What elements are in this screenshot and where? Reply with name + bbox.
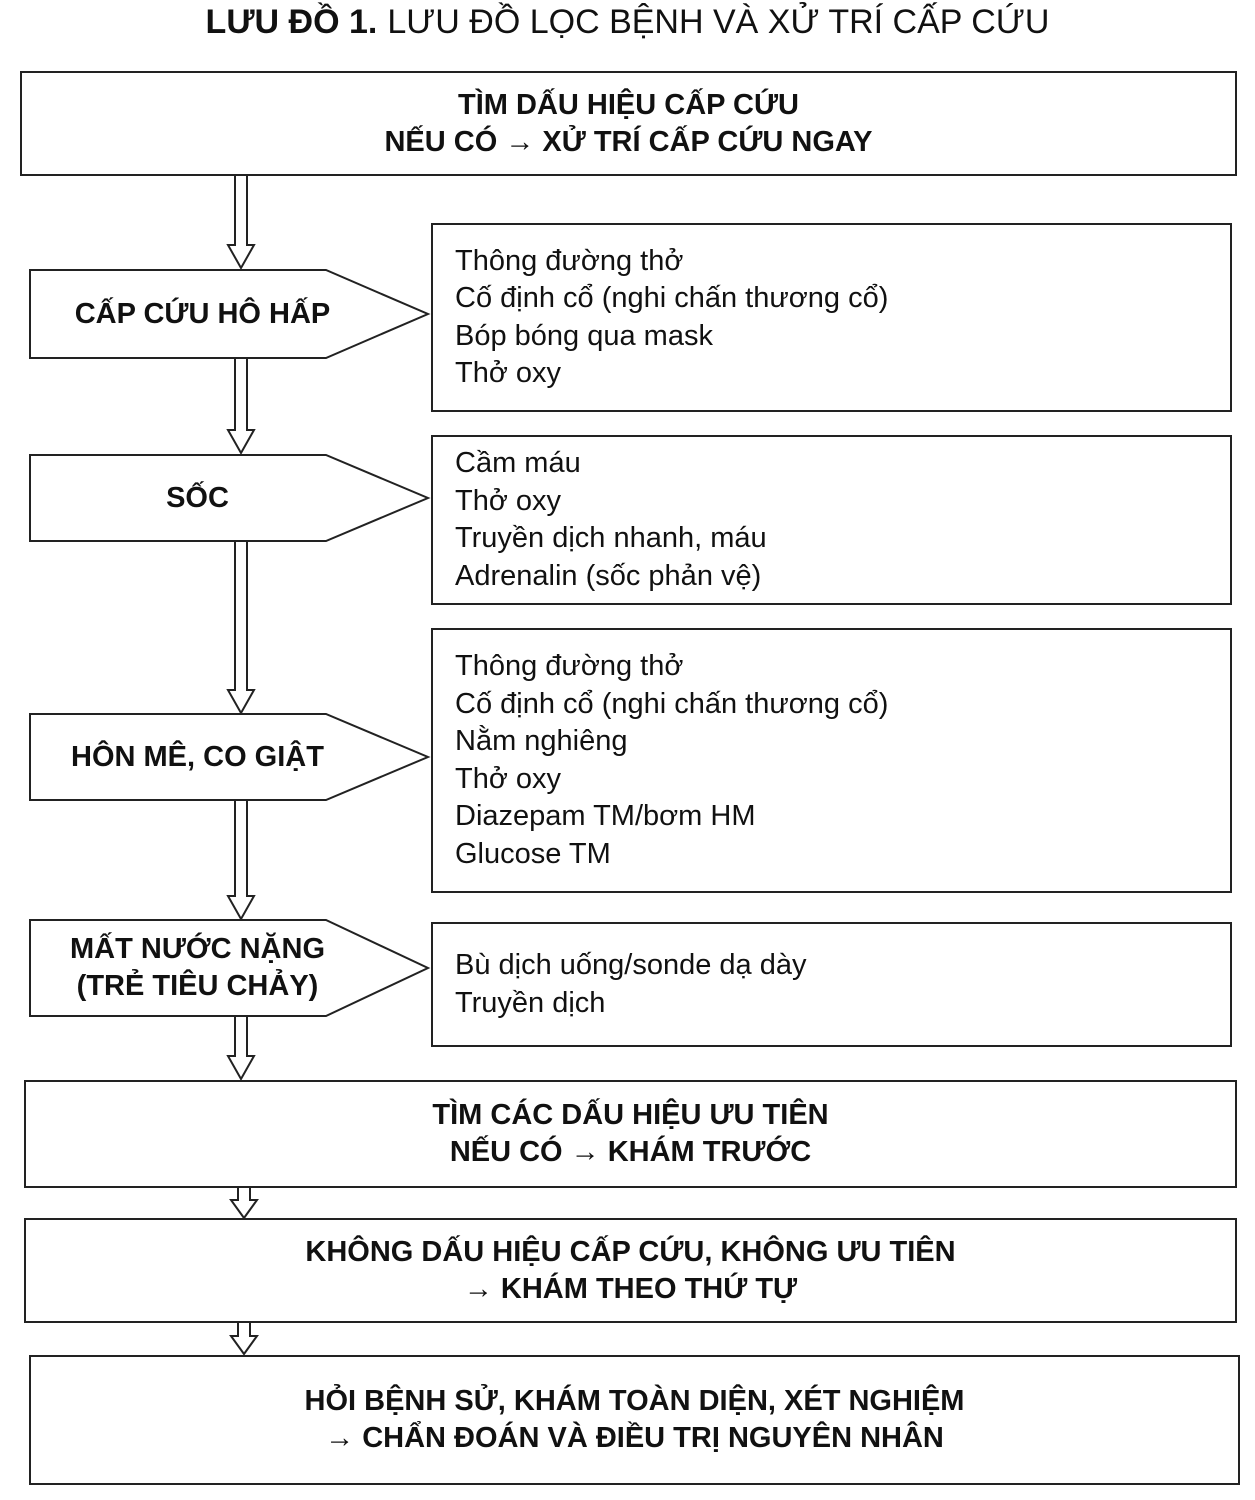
diagnosis-line2: → CHẨN ĐOÁN VÀ ĐIỀU TRỊ NGUYÊN NHÂN [325, 1422, 944, 1454]
priority-signs-line1: TÌM CÁC DẤU HIỆU ƯU TIÊN [432, 1099, 829, 1131]
actions-box-respiratory [431, 223, 1232, 412]
action-item: Cố định cổ (nghi chấn thương cổ) [455, 687, 889, 720]
action-item: Diazepam TM/bơm HM [455, 800, 756, 832]
no-signs-line2: → KHÁM THEO THỨ TỰ [463, 1272, 798, 1305]
emergency-signs-box [20, 71, 1237, 176]
action-item: Thở oxy [455, 484, 562, 517]
emergency-signs-line1: TÌM DẤU HIỆU CẤP CỨU [458, 88, 799, 121]
actions-box-dehydration [431, 922, 1232, 1047]
action-item: Bù dịch uống/sonde dạ dày [455, 949, 807, 981]
actions-box-shock [431, 435, 1232, 605]
step-label-line: SỐC [166, 481, 229, 514]
step-label-dehydration [30, 920, 365, 1016]
step-label-line: MẤT NƯỚC NẶNG [70, 933, 325, 965]
action-item: Thở oxy [455, 357, 562, 389]
down-arrow-6 [231, 1188, 257, 1218]
down-arrow-4 [228, 800, 254, 919]
step-label-shock [30, 455, 365, 541]
emergency-signs-line2: NẾU CÓ → XỬ TRÍ CẤP CỨU NGAY [384, 125, 873, 158]
title-text: LƯU ĐỒ LỌC BỆNH VÀ XỬ TRÍ CẤP CỨU [387, 3, 1050, 41]
priority-signs-line2: NẾU CÓ → KHÁM TRƯỚC [449, 1136, 812, 1168]
step-label-coma [30, 714, 365, 800]
down-arrow-3 [228, 541, 254, 713]
no-signs-box [24, 1218, 1237, 1323]
step-label-line: HÔN MÊ, CO GIẬT [71, 740, 324, 773]
action-item: Glucose TM [455, 837, 611, 870]
title-number: LƯU ĐỒ 1. [205, 3, 378, 41]
down-arrow-7 [231, 1323, 257, 1354]
actions-box-coma [431, 628, 1232, 893]
step-label-line: (TRẺ TIÊU CHẢY) [76, 970, 319, 1002]
action-item: Bóp bóng qua mask [455, 319, 713, 352]
diagnosis-box [29, 1355, 1240, 1485]
action-item: Thông đường thở [455, 650, 684, 682]
action-item: Adrenalin (sốc phản vệ) [455, 559, 762, 592]
action-item: Truyền dịch nhanh, máu [455, 522, 767, 554]
step-label-respiratory [30, 270, 375, 358]
no-signs-line1: KHÔNG DẤU HIỆU CẤP CỨU, KHÔNG ƯU TIÊN [305, 1235, 956, 1268]
action-item: Truyền dịch [455, 986, 606, 1019]
down-arrow-2 [228, 358, 254, 453]
action-item: Cố định cổ (nghi chấn thương cổ) [455, 282, 889, 314]
down-arrow-1 [228, 176, 254, 268]
step-label-line: CẤP CỨU HÔ HẤP [74, 297, 331, 330]
action-item: Cầm máu [455, 447, 581, 479]
down-arrow-5 [228, 1016, 254, 1079]
action-item: Nằm nghiêng [455, 725, 628, 757]
action-item: Thông đường thở [455, 244, 684, 277]
diagnosis-line1: HỎI BỆNH SỬ, KHÁM TOÀN DIỆN, XÉT NGHIỆM [304, 1385, 965, 1417]
action-item: Thở oxy [455, 762, 562, 795]
priority-signs-box [24, 1080, 1237, 1188]
